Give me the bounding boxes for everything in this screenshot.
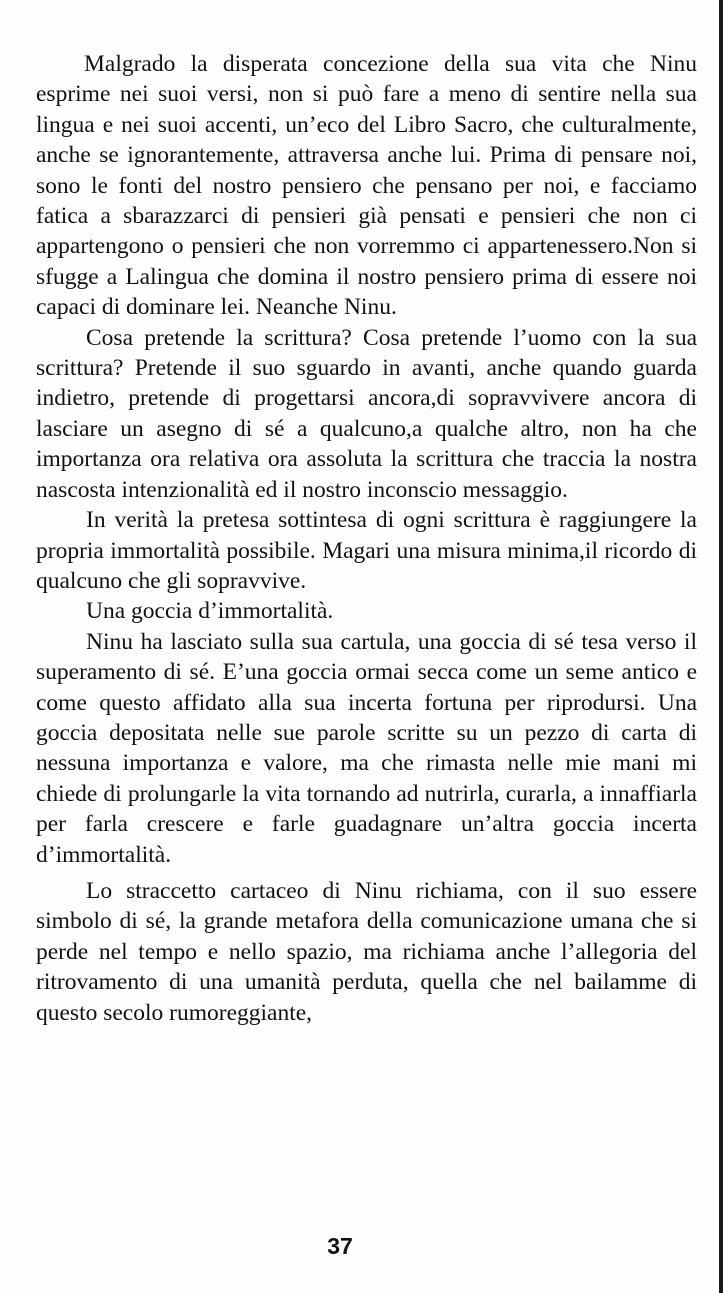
paragraph-6: Lo straccetto cartaceo di Ninu richiama, con il suo essere simbolo di sé, la grande metafora della comunicazione umana che si perde nel tempo e nello spazio, ma richiama anche l’allegoria del ritrovamento di una umanità perduta, quella che nel bailamme di questo secolo rumoreggiante, [36, 877, 697, 1026]
paragraph-5: Ninu ha lasciato sulla sua cartula, una goccia di sé tesa verso il superamento di sé. E’una goccia ormai secca come un seme antico e come questo affidato alla sua incerta fortuna per riprodursi. Una goccia depositata nelle sue parole scritte su un pezzo di carta di nessuna importanza e valore, ma che rimasta nelle mie mani mi chiede di prolungarle la vita tornando ad nutrirla, curarla, a innaffiarla per farla crescere e farle guadagnare un’altra goccia incerta d’immortalità. [36, 628, 697, 868]
body-text [36, 49, 697, 1028]
paragraph-1: Malgrado la disperata concezione della sua vita che Ninu esprime nei suoi versi, non si può fare a meno di sentire nella sua lingua e nei suoi accenti, un’eco del Libro Sacro, che culturalmente, anche se ignorantemente, attraversa anche lui. Prima di pensare noi, sono le fonti del nostro pensiero che pensano per noi, e facciamo fatica a sbarazzarci di pensieri già pensati e pensieri che non ci appartengono o pensieri che non vorremmo ci appartenessero.Non si sfugge a Lalingua che domina il nostro pensiero prima di essere noi capaci di dominare lei. Neanche Ninu. [36, 51, 697, 321]
paragraph-4: Una goccia d’immortalità. [86, 598, 334, 625]
page-number: 37 [327, 1233, 353, 1259]
paragraph-3: In verità la pretesa sottintesa di ogni scrittura è raggiungere la propria immortalità possibile. Magari una misura minima,il ricordo di qualcuno che gli sopravvive. [36, 507, 697, 594]
paragraph-2: Cosa pretende la scrittura? Cosa pretende l’uomo con la sua scrittura? Pretende il suo sguardo in avanti, anche quando guarda indietro, pretende di progettarsi ancora,di sopravvivere ancora di lasciare un asegno di sé a qualcuno,a qualche altro, non ha che importanza ora relativa ora assoluta la scrittura che traccia la nostra nascosta intenzionalità ed il nostro inconscio messaggio. [36, 324, 697, 503]
